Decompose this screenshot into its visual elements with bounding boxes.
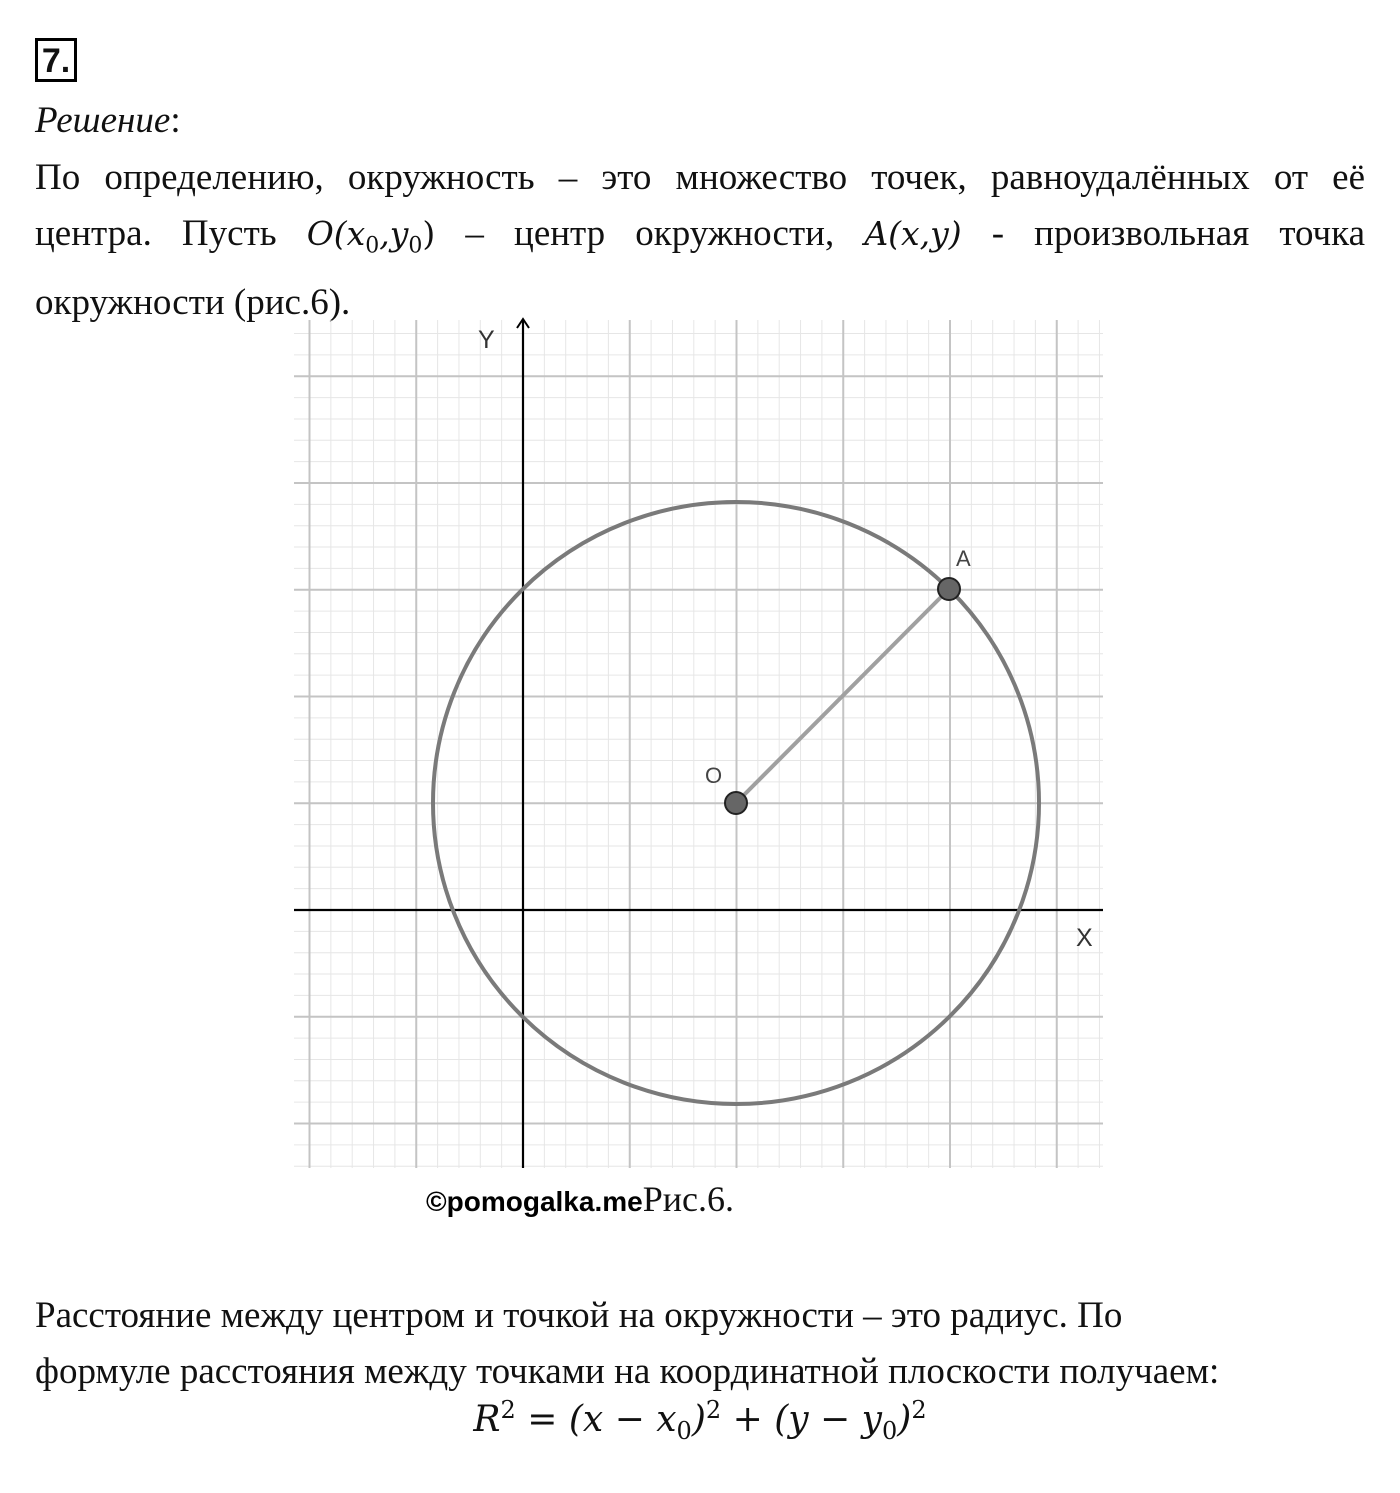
solution-colon: : <box>170 100 181 141</box>
text-center-intro: центра. Пусть <box>35 213 307 254</box>
x-axis-label: X <box>1076 924 1093 952</box>
distance-formula: $R^2 = (x - x_0)^2 + (y - y_0)^2$ <box>473 1396 927 1446</box>
text-center-desc: – центр окружности, <box>435 213 865 254</box>
paragraph2-line-1: Расстояние между центром и точкой на окружности – это радиус. По <box>35 1295 1123 1336</box>
y-axis-label: Y <box>478 326 495 354</box>
point-a <box>938 578 960 600</box>
paragraph-line-1: По определению, окружность – это множество точек, равноудалённых от её <box>35 157 1365 198</box>
watermark: ©pomogalka.me <box>426 1186 643 1217</box>
center-point-expression: $O(x_0,y_0)$ <box>306 214 436 259</box>
point-o <box>725 792 747 814</box>
text-point-desc: - произвольная точка <box>961 213 1365 254</box>
solution-heading <box>35 99 181 143</box>
coordinate-figure <box>292 316 1107 1176</box>
radius-paragraph <box>35 1288 1219 1400</box>
problem-number: 7. <box>35 38 77 82</box>
figure-caption <box>426 1178 734 1220</box>
definition-paragraph <box>35 150 1365 331</box>
caption-text: Рис.6. <box>642 1179 734 1219</box>
point-a-expression: A(x,y) <box>864 214 962 253</box>
paragraph-line-2 <box>35 206 1365 275</box>
paragraph-line-3: окружности (рис.6). <box>35 281 351 323</box>
grid-major <box>294 320 1103 1168</box>
point-a-label: A <box>956 546 971 571</box>
paragraph2-line-2: формуле расстояния между точками на координатной плоскости получаем: <box>35 1351 1220 1392</box>
solution-label: Решение <box>35 100 171 141</box>
point-o-label: O <box>705 763 723 788</box>
